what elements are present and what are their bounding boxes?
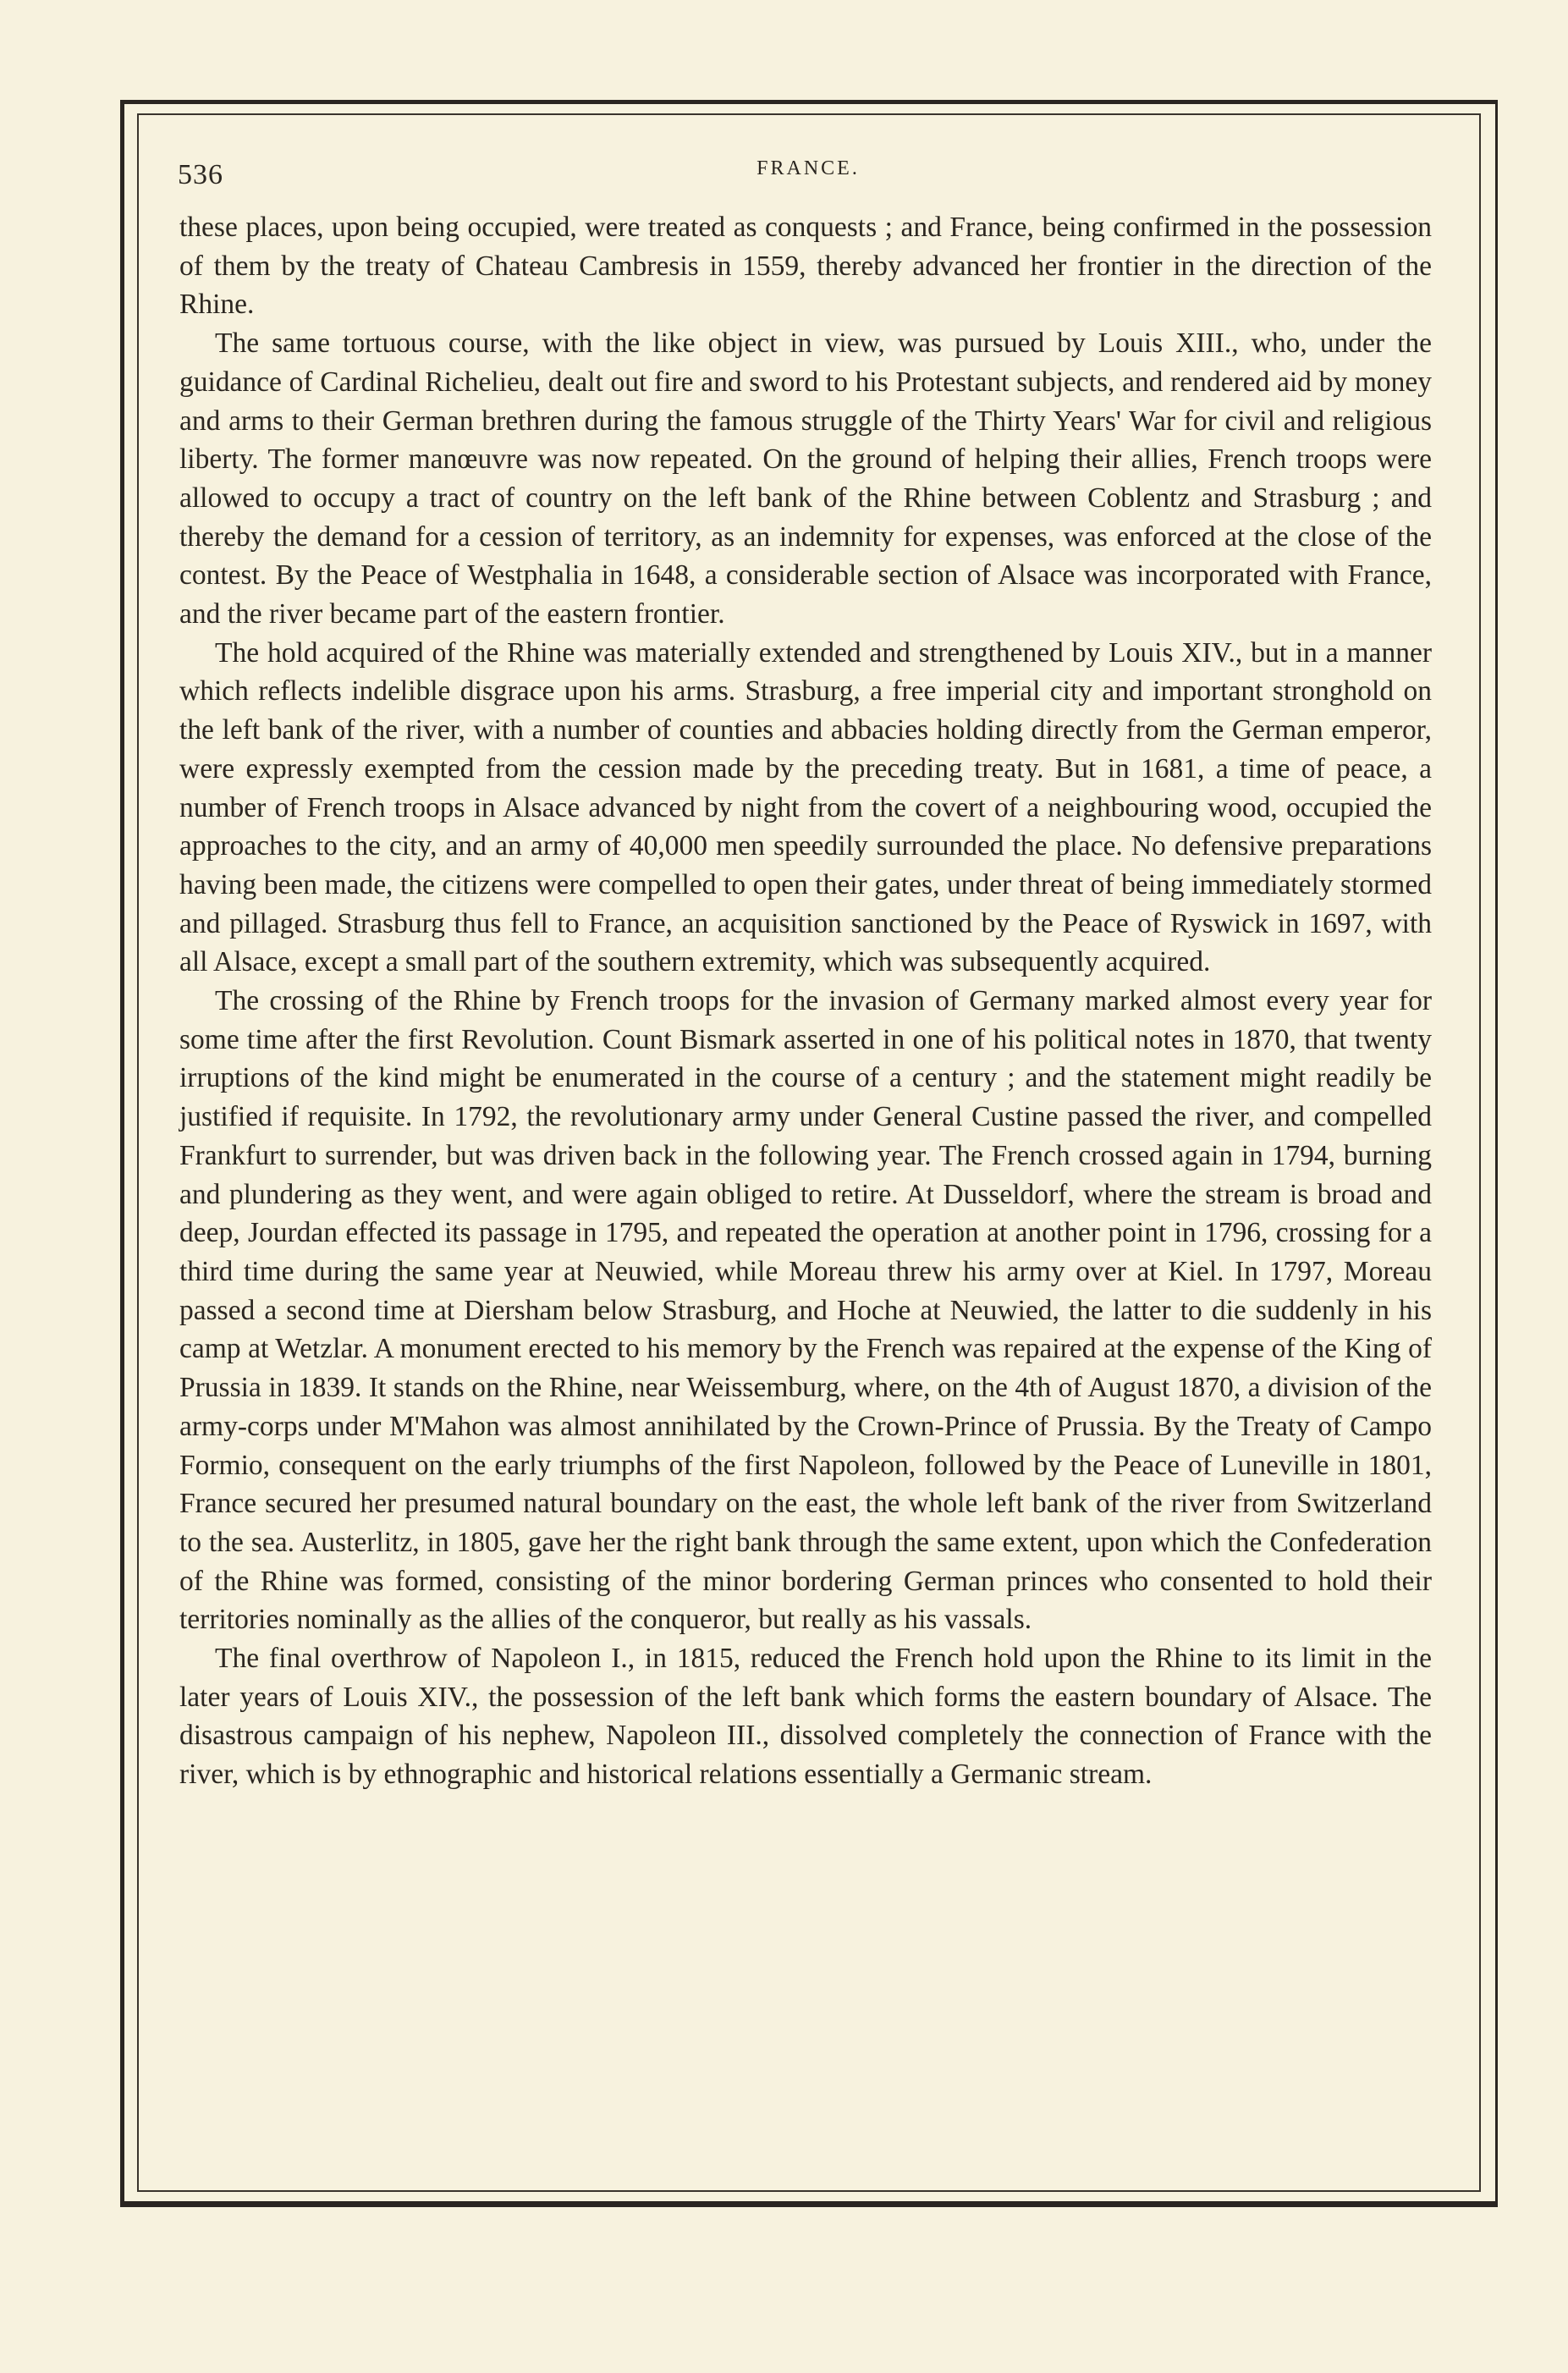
page-header (178, 152, 1439, 203)
paragraph-5: The final overthrow of Napoleon I., in 1815, reduced the French hold upon the Rhine to its limit in the later years of Louis XIV., the possession of the left bank which forms the eastern boundary of Alsace. The disastrous campaign of his nephew, Napoleon III., dissolved completely the connection of France with the river, which is by ethnographic and historical relations essentially a Germanic stream. (179, 1643, 1432, 1791)
paragraph-4: The crossing of the Rhine by French troops for the invasion of Germany marked almost every year for some time after the first Revolution. Count Bismark asserted in one of his political notes in 1870, that twenty irruptions of the kind might be enumerated in the course of a century ; and the statement might readily be justified if requisite. In 1792, the revolutionary army under General Custine passed the river, and compelled Frankfurt to surrender, but was driven back in the following year. The French crossed again in 1794, burning and plundering as they went, and were again obliged to retire. At Dusseldorf, where the stream is broad and deep, Jourdan effected its passage in 1795, and repeated the operation at another point in 1796, crossing for a third time during the same year at Neuwied, while Moreau threw his army over at Kiel. In 1797, Moreau passed a second time at Diersham below Strasburg, and Hoche at Neuwied, the latter to die suddenly in his camp at Wetzlar. A monument erected to his memory by the French was repaired at the expense of the King of Prussia in 1839. It stands on the Rhine, near Weissemburg, where, on the 4th of August 1870, a division of the army-corps under M'Mahon was almost annihilated by the Crown-Prince of Prussia. By the Treaty of Campo Formio, consequent on the early triumphs of the first Napoleon, followed by the Peace of Luneville in 1801, France secured her presumed natural boundary on the east, the whole left bank of the river from Switzerland to the sea. Austerlitz, in 1805, gave her the right bank through the same extent, upon which the Confederation of the Rhine was formed, consisting of the minor bordering German princes who consented to hold their territories nominally as the allies of the conqueror, but really as his vassals. (179, 985, 1432, 1636)
running-title: FRANCE. (756, 157, 860, 179)
paragraph-3: The hold acquired of the Rhine was materially extended and strengthened by Louis XIV., but in a manner which reflects indelible disgrace upon his arms. Strasburg, a free imperial city and important stronghold on the left bank of the river, with a number of counties and abbacies holding directly from the German emperor, were expressly exempted from the cession made by the preceding treaty. But in 1681, a time of peace, a number of French troops in Alsace advanced by night from the covert of a neighbouring wood, occupied the approaches to the city, and an army of 40,000 men speedily surrounded the place. No defensive preparations having been made, the citizens were compelled to open their gates, under threat of being immediately stormed and pillaged. Strasburg thus fell to France, an acquisition sanctioned by the Peace of Ryswick in 1697, with all Alsace, except a small part of the southern extremity, which was subsequently acquired. (179, 636, 1432, 978)
paragraph-1: these places, upon being occupied, were treated as conquests ; and France, being confirmed in the possession of them by the treaty of Chateau Cambresis in 1559, thereby advanced her frontier in the direction of the Rhine. (179, 212, 1432, 321)
body-text (179, 208, 1432, 1794)
page-number: 536 (178, 159, 223, 190)
paragraph-2: The same tortuous course, with the like object in view, was pursued by Louis XIII., who, under the guidance of Cardinal Richelieu, dealt out fire and sword to his Protestant subjects, and rendered aid by money and arms to their German brethren during the famous struggle of the Thirty Years' War for civil and religious liberty. The former manœuvre was now repeated. On the ground of helping their allies, French troops were allowed to occupy a tract of country on the left bank of the Rhine between Coblentz and Strasburg ; and thereby the demand for a cession of territory, as an indemnity for expenses, was enforced at the close of the contest. By the Peace of Westphalia in 1648, a considerable section of Alsace was incorporated with France, and the river became part of the eastern frontier. (179, 328, 1432, 630)
